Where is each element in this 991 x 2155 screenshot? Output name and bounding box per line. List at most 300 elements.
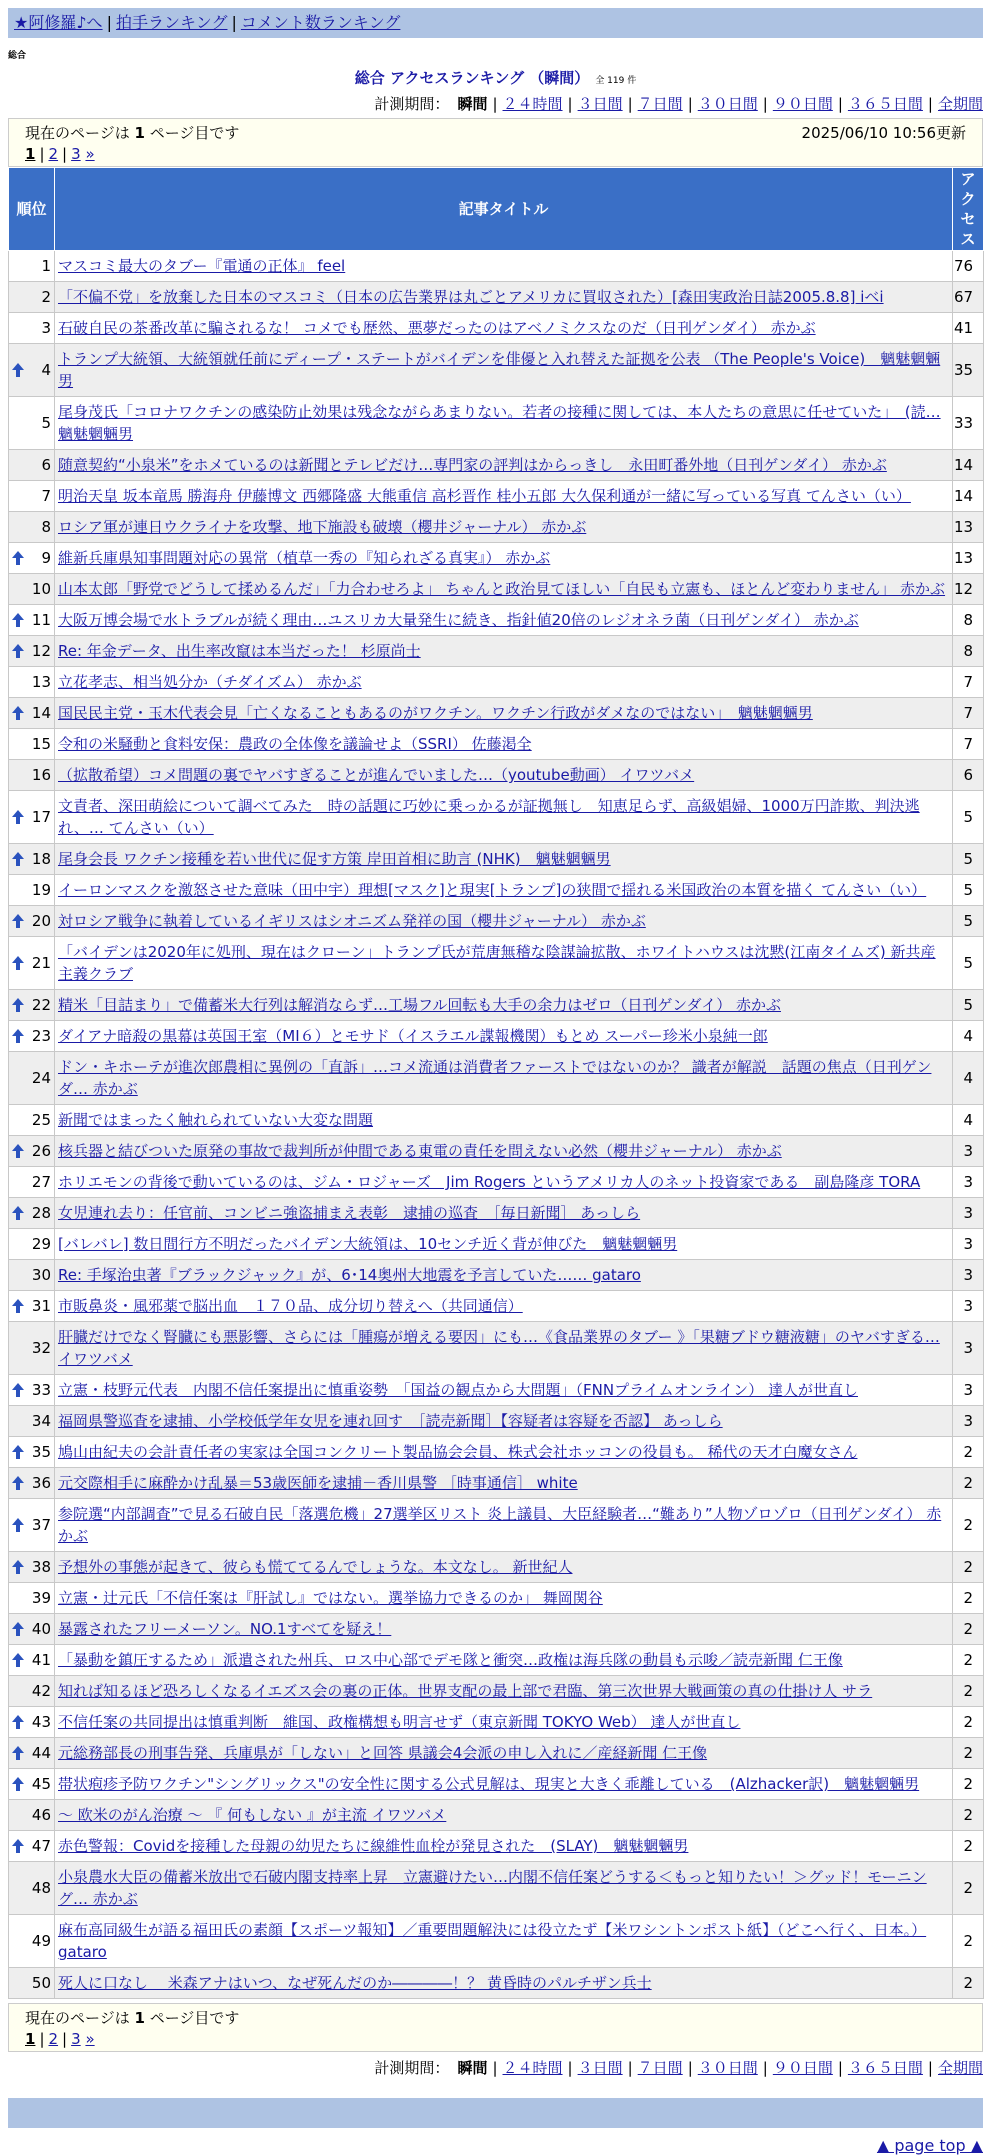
paging-status: [25, 122, 239, 143]
access-count: 4: [963, 1111, 973, 1129]
article-title-link[interactable]: 市販鼻炎・風邪薬で脳出血 １７０品、成分切り替えへ（共同通信）: [58, 1297, 523, 1315]
access-count: 5: [963, 881, 973, 899]
table-row: [9, 1260, 984, 1291]
access-count: 2: [963, 1589, 973, 1607]
table-row: [9, 760, 984, 791]
article-title-link[interactable]: 尾身茂氏「コロナワクチンの感染防止効果は残念ながらあまりない。若者の接種に関しては、本人たちの意思に任せていた」 (読… 魑魅魍魎男: [58, 403, 941, 443]
table-row: [9, 1406, 984, 1437]
rank-number: 3: [41, 319, 51, 337]
pagination-page-link[interactable]: 3: [71, 145, 81, 163]
title-cell: [55, 1198, 953, 1229]
period-separator: |: [927, 2059, 933, 2077]
rank-number: 31: [31, 1297, 51, 1315]
article-title-link[interactable]: 死人に口なし 米森アナはいつ、なぜ死んだのか――――！？ 黄昏時のパルチザン兵士: [58, 1974, 652, 1992]
rank-up-arrow-icon: [11, 612, 25, 628]
article-title-link[interactable]: 赤色警報：Covidを接種した母親の幼児たちに線維性血栓が発見された (SLAY) 魑魅魍魎男: [58, 1837, 689, 1855]
article-title-link[interactable]: 立憲・枝野元代表 内閣不信任案提出に慎重姿勢 「国益の観点から大問題」（FNNプライムオンライン） 達人が世直し: [58, 1381, 858, 1399]
rank-cell: [9, 1136, 55, 1167]
access-count: 7: [963, 735, 973, 753]
table-row: [9, 1738, 984, 1769]
rank-number: 48: [31, 1879, 51, 1897]
rank-number: 28: [31, 1204, 51, 1222]
access-count: 3: [963, 1412, 973, 1430]
rank-number: 17: [31, 808, 51, 826]
title-cell: [55, 1375, 953, 1406]
rank-number: 13: [31, 673, 51, 691]
title-cell: [55, 729, 953, 760]
article-title-link[interactable]: マスコミ最大のタブー『電通の正体』 feel: [58, 257, 346, 275]
rank-cell: [9, 906, 55, 937]
access-count-cell: [953, 1136, 984, 1167]
article-title-link[interactable]: イーロンマスクを激怒させた意味（田中宇）理想[マスク]と現実[トランプ]の狭間で揺れる米国政治の本質を描く てんさい（い）: [58, 881, 927, 899]
rank-number: 37: [31, 1516, 51, 1534]
access-count: 8: [963, 642, 973, 660]
home-link[interactable]: ★阿修羅♪へ: [14, 13, 103, 32]
article-title-link[interactable]: 元総務部長の刑事告発、兵庫県が「しない」と回答 県議会4会派の申し入れに／産経新聞 仁王像: [58, 1744, 708, 1762]
rank-number: 42: [31, 1682, 51, 1700]
table-row: [9, 574, 984, 605]
access-count: 5: [963, 996, 973, 1014]
rank-up-arrow-icon: [11, 1475, 25, 1491]
article-title-link[interactable]: 不信任案の共同提出は慎重判断 維国、政権構想も明言せず（東京新聞 TOKYO Web） 達人が世直し: [58, 1713, 741, 1731]
rank-cell: [9, 1769, 55, 1800]
pagination-separator: |: [62, 2030, 68, 2048]
comment-ranking-link[interactable]: コメント数ランキング: [240, 13, 401, 32]
article-title-link[interactable]: 明治天皇 坂本竜馬 勝海舟 伊藤博文 西郷隆盛 大熊重信 高杉晋作 桂小五郎 大久保利通が一緒に写っている写真 てんさい（い）: [58, 487, 911, 505]
article-title-link[interactable]: 「暴動を鎮圧するため」派遣された州兵、ロス中心部でデモ隊と衝突…政権は海兵隊の動員も示唆／読売新聞 仁王像: [58, 1651, 843, 1669]
table-row: [9, 906, 984, 937]
rank-number: 25: [31, 1111, 51, 1129]
article-title-link[interactable]: 「不偏不党」を放棄した日本のマスコミ（日本の広告業界は丸ごとアメリカに買収された）[森田実政治日誌2005.8.8] iベi: [58, 288, 884, 306]
title-cell: [55, 667, 953, 698]
article-title-link[interactable]: ドン・キホーテが進次郎農相に異例の「直訴」…コメ流通は消費者ファーストではないのか？ 識者が解説 話題の焦点（日刊ゲンダ… 赤かぶ: [58, 1058, 932, 1098]
applause-ranking-link[interactable]: 拍手ランキング: [115, 13, 228, 32]
article-title-link[interactable]: ホリエモンの背後で動いているのは、ジム・ロジャーズ Jim Rogers というアメリカ人のネット投資家である 副島隆彦 TORA: [58, 1173, 921, 1191]
access-count: 2: [963, 1932, 973, 1950]
access-count-cell: [953, 1198, 984, 1229]
access-count-cell: [953, 605, 984, 636]
period-label: 計測期間：: [374, 2059, 450, 2077]
rank-cell: [9, 1468, 55, 1499]
access-count: 14: [954, 487, 974, 505]
table-row: [9, 1052, 984, 1105]
access-count: 3: [963, 1297, 973, 1315]
access-count-cell: [953, 1614, 984, 1645]
rank-cell: [9, 791, 55, 844]
title-cell: [55, 1105, 953, 1136]
article-title-link[interactable]: トランプ大統領、大統領就任前にディープ・ステートがバイデンを俳優と入れ替えた証拠を公表 （The People's Voice) 魑魅魍魎男: [58, 350, 941, 390]
table-row: [9, 481, 984, 512]
rank-number: 14: [31, 704, 51, 722]
title-cell: [55, 698, 953, 729]
access-count-cell: [953, 1322, 984, 1375]
title-cell: [55, 1738, 953, 1769]
pagination-page-link[interactable]: 3: [71, 2030, 81, 2048]
table-row: [9, 512, 984, 543]
rank-up-arrow-icon: [11, 1745, 25, 1761]
article-title-link[interactable]: 女児連れ去り：任官前、コンビニ強盗捕まえ表彰 逮捕の巡査 ［毎日新聞］ あっしら: [58, 1204, 641, 1222]
access-count: 5: [963, 850, 973, 868]
article-title-link[interactable]: 令和の米騒動と食料安保：農政の全体像を議論せよ（SSRI） 佐藤渇全: [58, 735, 532, 753]
article-title-link[interactable]: ダイアナ暗殺の黒幕は英国王室（MI６）とモサド（イスラエル諜報機関）もとめ スーパー珍米小泉純一郎: [58, 1027, 768, 1045]
table-row: [9, 450, 984, 481]
ranking-header-row: [9, 168, 984, 251]
period-separator: |: [627, 2059, 633, 2077]
period-option-link[interactable]: ７日間: [637, 95, 683, 113]
rank-cell: [9, 1198, 55, 1229]
access-count-cell: [953, 1676, 984, 1707]
rank-number: 16: [31, 766, 51, 784]
col-count-header: アクセス: [953, 168, 984, 251]
access-count-cell: [953, 1968, 984, 1999]
article-title-link[interactable]: 「バイデンは2020年に処刑、現在はクローン」トランプ氏が荒唐無稽な陰謀論拡散、ホワイトハウスは沈黙(江南タイムズ) 新共産主義クラブ: [58, 943, 936, 983]
article-title-link[interactable]: 肝臓だけでなく腎臓にも悪影響、さらには「腫瘍が増える要因」にも…《食品業界のタブー 》「果糖ブドウ糖液糖」のヤバすぎる… イワツバメ: [58, 1328, 940, 1368]
pagination: [25, 2030, 966, 2048]
rank-cell: [9, 1707, 55, 1738]
period-option-link[interactable]: ３６５日間: [847, 2059, 923, 2077]
period-selector-bottom: [0, 2057, 983, 2078]
rank-up-arrow-icon: [11, 997, 25, 1013]
title-cell: [55, 636, 953, 667]
access-count-cell: [953, 1260, 984, 1291]
paging-suffix: ページ目です: [144, 2009, 240, 2027]
rank-cell: [9, 313, 55, 344]
rank-cell: [9, 1614, 55, 1645]
rank-number: 38: [31, 1558, 51, 1576]
article-title-link[interactable]: 核兵器と結びついた原発の事故で裁判所が仲間である東電の責任を問えない必然（櫻井ジャーナル） 赤かぶ: [58, 1142, 782, 1160]
access-count: 6: [963, 766, 973, 784]
table-row: [9, 251, 984, 282]
article-title-link[interactable]: 知れば知るほど恐ろしくなるイエズス会の裏の正体。世界支配の最上部で君臨、第三次世界大戦画策の真の仕掛け人 サラ: [58, 1682, 873, 1700]
article-title-link[interactable]: 文責者、深田萌絵について調べてみた 時の話題に巧妙に乗っかるが証拠無し 知恵足らず、高級娼婦、1000万円詐欺、判決逃れ、… てんさい（い）: [58, 797, 920, 837]
article-title-link[interactable]: Re: 手塚治虫著『ブラックジャック』が、6･14奥州大地震を予言していた…… gataro: [58, 1266, 641, 1284]
period-separator: |: [762, 95, 768, 113]
table-row: [9, 990, 984, 1021]
table-row: [9, 1229, 984, 1260]
rank-up-arrow-icon: [11, 851, 25, 867]
table-row: [9, 344, 984, 397]
page-top-link[interactable]: ▲ page top ▲: [876, 2136, 983, 2155]
access-count: 5: [963, 808, 973, 826]
rank-number: 9: [41, 549, 51, 567]
period-option-link[interactable]: ９０日間: [772, 95, 833, 113]
access-count-cell: [953, 574, 984, 605]
paging-status-row: [25, 2007, 966, 2028]
access-count: 2: [963, 1651, 973, 1669]
access-count: 2: [963, 1879, 973, 1897]
pagination-next-link[interactable]: »: [85, 2030, 95, 2048]
access-count-cell: [953, 397, 984, 450]
table-row: [9, 1021, 984, 1052]
table-row: [9, 1198, 984, 1229]
rank-cell: [9, 760, 55, 791]
rank-up-arrow-icon: [11, 1838, 25, 1854]
access-count-cell: [953, 1021, 984, 1052]
title-cell: [55, 937, 953, 990]
rank-number: 44: [31, 1744, 51, 1762]
article-title-link[interactable]: 暴露されたフリーメーソン。NO.1すべてを疑え！: [58, 1620, 392, 1638]
period-option-link[interactable]: ３０日間: [697, 95, 758, 113]
title-cell: [55, 450, 953, 481]
article-title-link[interactable]: 予想外の事態が起きて、彼らも慌ててるんでしょうな。本文なし。 新世紀人: [58, 1558, 573, 1576]
rank-cell: [9, 1738, 55, 1769]
table-row: [9, 1583, 984, 1614]
col-rank-header: 順位: [9, 168, 55, 251]
article-title-link[interactable]: 立花孝志、相当処分か（チダイズム） 赤かぶ: [58, 673, 362, 691]
table-row: [9, 1800, 984, 1831]
period-option-link[interactable]: ７日間: [637, 2059, 683, 2077]
title-cell: [55, 1915, 953, 1968]
rank-up-arrow-icon: [11, 809, 25, 825]
rank-cell: [9, 1676, 55, 1707]
access-count-cell: [953, 512, 984, 543]
paging-prefix: 現在のページは: [25, 2009, 135, 2027]
rank-number: 27: [31, 1173, 51, 1191]
access-count: 2: [963, 1516, 973, 1534]
article-title-link[interactable]: 新聞ではまったく触れられていない大変な問題: [58, 1111, 374, 1129]
article-title-link[interactable]: 元交際相手に麻酔かけ乱暴＝53歳医師を逮捕－香川県警 ［時事通信］ white: [58, 1474, 578, 1492]
rank-cell: [9, 397, 55, 450]
article-title-link[interactable]: 参院選“内部調査”で見る石破自民「落選危機」27選挙区リスト 炎上議員、大臣経験者…“難あり”人物ゾロゾロ（日刊ゲンダイ） 赤かぶ: [58, 1505, 942, 1545]
title-cell: [55, 844, 953, 875]
article-title-link[interactable]: 福岡県警巡査を逮捕、小学校低学年女児を連れ回す ［読売新聞］【容疑者は容疑を否認】 あっしら: [58, 1412, 723, 1430]
article-title-link[interactable]: 麻布高同級生が語る福田氏の素顔【スポーツ報知】／重要問題解決には役立たず【米ワシントンポスト紙】（どこへ行く、日本。） gataro: [58, 1921, 927, 1961]
access-count-cell: [953, 667, 984, 698]
rank-cell: [9, 1437, 55, 1468]
access-count-cell: [953, 1052, 984, 1105]
access-count: 2: [963, 1682, 973, 1700]
table-row: [9, 937, 984, 990]
title-cell: [55, 574, 953, 605]
table-row: [9, 1437, 984, 1468]
title-cell: [55, 1052, 953, 1105]
period-option-link[interactable]: ３６５日間: [847, 95, 923, 113]
rank-up-arrow-icon: [11, 1517, 25, 1533]
title-cell: [55, 481, 953, 512]
rank-cell: [9, 1583, 55, 1614]
article-title-link[interactable]: （拡散希望）コメ問題の裏でヤバすぎることが進んでいました…（youtube動画） イワツバメ: [58, 766, 695, 784]
rank-number: 19: [31, 881, 51, 899]
paging-box-bottom: [8, 2003, 983, 2052]
access-count: 67: [954, 288, 974, 306]
article-title-link[interactable]: 尾身会長 ワクチン接種を若い世代に促す方策 岸田首相に助言 (NHK) 魑魅魍魎男: [58, 850, 611, 868]
rank-number: 5: [41, 414, 51, 432]
article-title-link[interactable]: ロシア軍が連日ウクライナを攻撃、地下施設も破壊（櫻井ジャーナル） 赤かぶ: [58, 518, 587, 536]
table-row: [9, 543, 984, 574]
updated-timestamp: 2025/06/10 10:56更新: [801, 124, 966, 142]
title-cell: [55, 1136, 953, 1167]
title-cell: [55, 251, 953, 282]
title-cell: [55, 313, 953, 344]
rank-number: 29: [31, 1235, 51, 1253]
table-row: [9, 1375, 984, 1406]
rank-up-arrow-icon: [11, 1382, 25, 1398]
access-count: 2: [963, 1443, 973, 1461]
period-separator: |: [837, 95, 843, 113]
access-count-cell: [953, 1800, 984, 1831]
rank-number: 32: [31, 1339, 51, 1357]
section-label: 総合: [8, 51, 27, 61]
period-option-link[interactable]: ９０日間: [772, 2059, 833, 2077]
access-count: 2: [963, 1474, 973, 1492]
access-count-cell: [953, 1862, 984, 1915]
access-count-cell: [953, 1291, 984, 1322]
title-cell: [55, 1437, 953, 1468]
access-count-cell: [953, 729, 984, 760]
table-row: [9, 729, 984, 760]
article-title-link[interactable]: 対ロシア戦争に執着しているイギリスはシオニズム発祥の国（櫻井ジャーナル） 赤かぶ: [58, 912, 646, 930]
rank-number: 43: [31, 1713, 51, 1731]
article-title-link[interactable]: 維新兵庫県知事問題対応の異常（植草一秀の『知られざる真実』） 赤かぶ: [58, 549, 551, 567]
rank-number: 21: [31, 954, 51, 972]
rank-up-arrow-icon: [11, 362, 25, 378]
period-selector-top: [0, 93, 983, 114]
title-cell: [55, 344, 953, 397]
paging-status-row: [25, 122, 966, 143]
rank-up-arrow-icon: [11, 1205, 25, 1221]
article-title-link[interactable]: 大阪万博会場で水トラブルが続く理由…ユスリカ大量発生に続き、指針値20倍のレジオネラ菌（日刊ゲンダイ） 赤かぶ: [58, 611, 859, 629]
rank-cell: [9, 574, 55, 605]
access-count-cell: [953, 1406, 984, 1437]
pagination-separator: |: [39, 145, 45, 163]
rank-number: 33: [31, 1381, 51, 1399]
access-count: 3: [963, 1339, 973, 1357]
pagination-page-link[interactable]: 2: [48, 145, 59, 163]
article-title-link[interactable]: 小泉農水大臣の備蓄米放出で石破内閣支持率上昇 立憲避けたい…内閣不信任案どうする＜もっと知りたい！＞グッド！モーニング… 赤かぶ: [58, 1868, 927, 1908]
period-option-link[interactable]: 全期間: [937, 95, 983, 113]
table-row: [9, 875, 984, 906]
article-title-link[interactable]: 立憲・辻元氏「不信任案は『肝試し』ではない。選挙協力できるのか」 舞岡関谷: [58, 1589, 603, 1607]
rank-cell: [9, 1291, 55, 1322]
period-option-link[interactable]: 全期間: [937, 2059, 983, 2077]
period-option-link[interactable]: ３０日間: [697, 2059, 758, 2077]
article-title-link[interactable]: 国民民主党・玉木代表会見「亡くなることもあるのがワクチン。ワクチン行政がダメなのではない」 魑魅魍魎男: [58, 704, 813, 722]
period-separator: |: [687, 2059, 693, 2077]
col-title-header: 記事タイトル: [55, 168, 953, 251]
rank-cell: [9, 1645, 55, 1676]
top-nav-bar: [8, 8, 983, 38]
period-separator: |: [567, 2059, 573, 2077]
rank-up-arrow-icon: [11, 1714, 25, 1730]
rank-cell: [9, 1167, 55, 1198]
rank-up-arrow-icon: [11, 1444, 25, 1460]
period-label: 計測期間：: [374, 95, 450, 113]
access-count: 2: [963, 1974, 973, 1992]
period-separator: |: [687, 95, 693, 113]
rank-cell: [9, 1021, 55, 1052]
access-count: 41: [954, 319, 974, 337]
pagination-separator: |: [39, 2030, 45, 2048]
access-count-cell: [953, 1707, 984, 1738]
rank-number: 4: [41, 361, 51, 379]
rank-up-arrow-icon: [11, 1776, 25, 1792]
rank-number: 12: [31, 642, 51, 660]
article-title-link[interactable]: Re: 年金データ、出生率改竄は本当だった！ 杉原尚士: [58, 642, 421, 660]
access-count: 2: [963, 1744, 973, 1762]
access-count: 5: [963, 954, 973, 972]
pagination-next-link[interactable]: »: [85, 145, 95, 163]
access-count: 2: [963, 1620, 973, 1638]
rank-up-arrow-icon: [11, 705, 25, 721]
rank-cell: [9, 1862, 55, 1915]
access-count-cell: [953, 844, 984, 875]
title-cell: [55, 1862, 953, 1915]
rank-cell: [9, 1229, 55, 1260]
rank-number: 7: [41, 487, 51, 505]
access-count-cell: [953, 282, 984, 313]
article-title-link[interactable]: 随意契約“小泉米”をホメているのは新聞とテレビだけ…専門家の評判はからっきし 永田町番外地（日刊ゲンダイ） 赤かぶ: [58, 456, 887, 474]
rank-number: 26: [31, 1142, 51, 1160]
table-row: [9, 1968, 984, 1999]
rank-number: 30: [31, 1266, 51, 1284]
article-title-link[interactable]: ～ 欧米のがん治療 ～ 『 何もしない 』が主流 イワツバメ: [58, 1806, 447, 1824]
access-count: 2: [963, 1806, 973, 1824]
table-row: [9, 1136, 984, 1167]
article-title-link[interactable]: 帯状疱疹予防ワクチン"シングリックス"の安全性に関する公式見解は、現実と大きく乖離している (Alzhacker訳) 魑魅魍魎男: [58, 1775, 920, 1793]
access-count-cell: [953, 875, 984, 906]
rank-number: 11: [31, 611, 51, 629]
rank-cell: [9, 605, 55, 636]
period-option-link[interactable]: ２４時間: [502, 2059, 563, 2077]
article-title-link[interactable]: 山本太郎「野党でどうして揉めるんだ」「力合わせろよ」 ちゃんと政治見てほしい「自民も立憲も、ほとんど変わりません」 赤かぶ: [58, 580, 946, 598]
access-count: 5: [963, 912, 973, 930]
rank-cell: [9, 1968, 55, 1999]
footer-bar: [8, 2098, 983, 2128]
access-count: 2: [963, 1775, 973, 1793]
paging-status: [25, 2007, 239, 2028]
period-separator: |: [627, 95, 633, 113]
access-count: 33: [954, 414, 974, 432]
article-title-link[interactable]: 鳩山由紀夫の会計責任者の実家は全国コンクリート製品協会会員、株式会社ホッコンの役員も。 稀代の天才白魔女さん: [58, 1443, 858, 1461]
access-count-cell: [953, 1229, 984, 1260]
rank-cell: [9, 844, 55, 875]
table-row: [9, 1167, 984, 1198]
rank-cell: [9, 450, 55, 481]
access-count: 2: [963, 1713, 973, 1731]
rank-cell: [9, 937, 55, 990]
access-count-cell: [953, 937, 984, 990]
access-count-cell: [953, 1437, 984, 1468]
title-cell: [55, 1021, 953, 1052]
title-cell: [55, 875, 953, 906]
table-row: [9, 1291, 984, 1322]
article-title-link[interactable]: 精米「目詰まり」で備蓄米大行列は解消ならず…工場フル回転も大手の余力はゼロ（日刊ゲンダイ） 赤かぶ: [58, 996, 781, 1014]
period-option-link[interactable]: ２４時間: [502, 95, 563, 113]
paging-box-top: [8, 118, 983, 167]
access-count: 2: [963, 1837, 973, 1855]
article-title-link[interactable]: 石破自民の茶番改革に騙されるな！ コメでも歴然、悪夢だったのはアベノミクスなのだ（日刊ゲンダイ） 赤かぶ: [58, 319, 816, 337]
access-count-cell: [953, 1831, 984, 1862]
table-row: [9, 1552, 984, 1583]
rank-number: 6: [41, 456, 51, 474]
access-count: 13: [954, 549, 974, 567]
table-row: [9, 1769, 984, 1800]
rank-number: 41: [31, 1651, 51, 1669]
pagination-separator: |: [62, 145, 68, 163]
rank-number: 18: [31, 850, 51, 868]
paging-prefix: 現在のページは: [25, 124, 135, 142]
period-option-link[interactable]: ３日間: [577, 2059, 623, 2077]
title-cell: [55, 1583, 953, 1614]
title-cell: [55, 1167, 953, 1198]
pagination-page-link[interactable]: 2: [48, 2030, 59, 2048]
period-current: 瞬間: [457, 95, 488, 113]
period-option-link[interactable]: ３日間: [577, 95, 623, 113]
nav-separator: |: [231, 13, 237, 32]
access-count-cell: [953, 481, 984, 512]
rank-number: 46: [31, 1806, 51, 1824]
article-title-link[interactable]: [バレバレ] 数日間行方不明だったバイデン大統領は、10センチ近く背が伸びた 魑魅魍魎男: [58, 1235, 678, 1253]
